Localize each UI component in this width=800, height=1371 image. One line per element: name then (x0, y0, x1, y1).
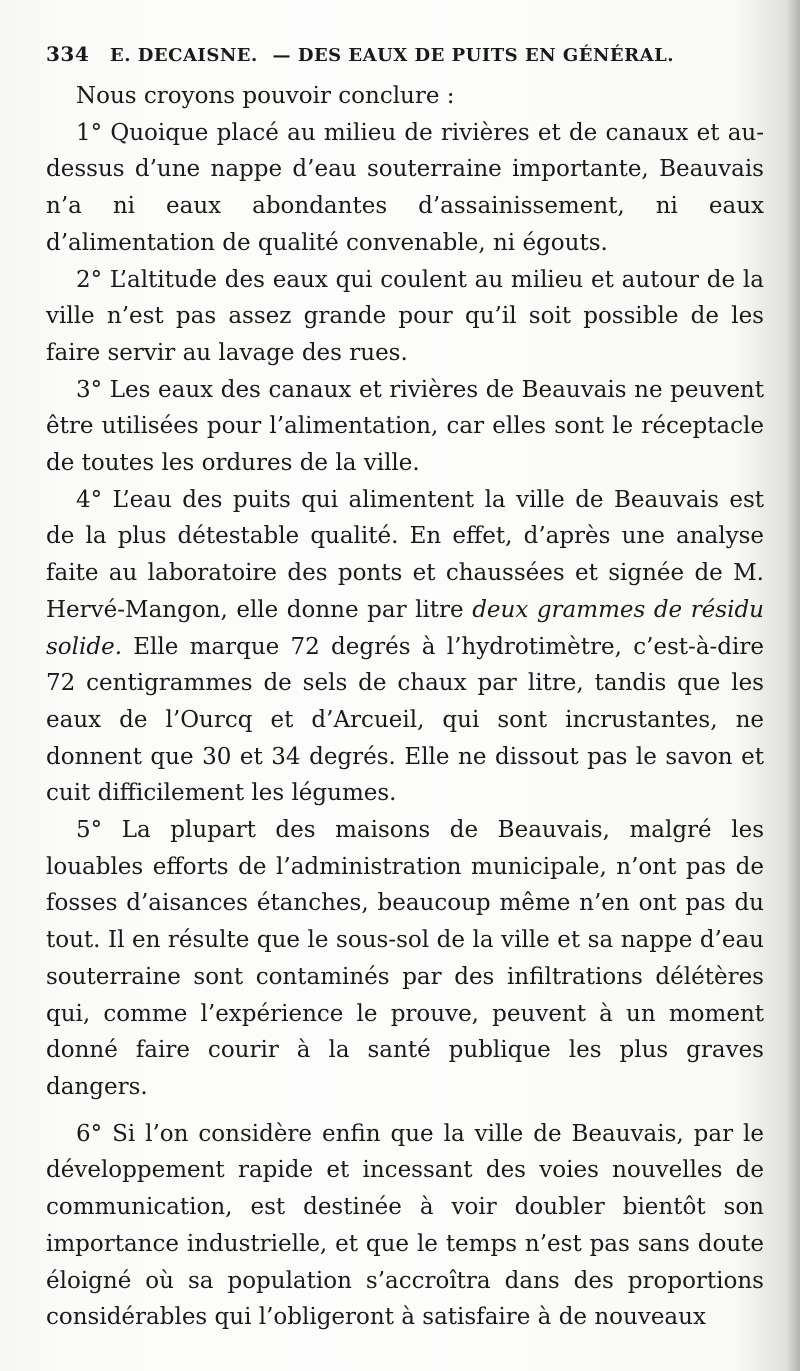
page-number: 334 (46, 42, 90, 66)
paragraph-intro: Nous croyons pouvoir conclure : (76, 83, 455, 109)
paragraph-5: 5° La plupart des maisons de Beauvais, malgré les louables efforts de l’administration municipale, n’ont pas de fosses d’aisances étanches, beaucoup même n’en ont pas du tout. Il en résulte que le sous-sol de la ville et sa nappe d’eau souterraine sont contaminés par des infiltrations délétères qui, comme l’expérience le prouve, peuvent à un moment donné faire courir à la santé publique les plus graves dangers. (46, 817, 764, 1100)
paragraph-1: 1° Quoique placé au milieu de rivières et de canaux et au-dessus d’une nappe d’eau souterraine importante, Beauvais n’a ni eaux abondantes d’assainissement, ni eaux d’alimentation de qualité convenable, ni égouts. (46, 119, 764, 256)
paragraph-6: 6° Si l’on considère enfin que la ville de Beauvais, par le développement rapide et incessant des voies nouvelles de communication, est destinée à voir doubler bientôt son importance industrielle, et que le temps n’est pas sans doute éloigné où sa population s’accroîtra dans des proportions considérables qui l’obligeront à satisfaire à de nouveaux (46, 1120, 764, 1331)
paragraph-4-emphasis: deux grammes de résidu solide. (46, 596, 764, 660)
paragraph-4 (46, 482, 764, 812)
header-title: DES EAUX DE PUITS EN GÉNÉRAL. (297, 45, 674, 66)
body-text (46, 78, 764, 1336)
header-author: E. DECAISNE. (110, 45, 258, 66)
running-header (46, 42, 766, 66)
paragraph-4-end: Elle marque 72 degrés à l’hydrotimètre, c’est-à-dire 72 centigrammes de sels de chaux par litre, tandis que les eaux de l’Ourcq et d’Arcueil, qui sont incrustantes, ne donnent que 30 et 34 degrés. Elle ne dissout pas le savon et cuit difficilement les légumes. (46, 633, 764, 807)
paragraph-3: 3° Les eaux des canaux et rivières de Beauvais ne peuvent être utilisées pour l’alimentation, car elles sont le réceptacle de toutes les ordures de la ville. (46, 376, 764, 477)
paragraph-4-start: 4° L’eau des puits qui alimentent la ville de Beauvais est de la plus détestable qualité. En effet, d’après une analyse faite au laboratoire des ponts et chaussées et signée de M. Hervé-Mangon, elle donne par litre (46, 486, 764, 623)
header-dash: — (272, 45, 292, 66)
paragraph-2: 2° L’altitude des eaux qui coulent au milieu et autour de la ville n’est pas assez grande pour qu’il soit possible de les faire servir au lavage des rues. (46, 266, 764, 366)
